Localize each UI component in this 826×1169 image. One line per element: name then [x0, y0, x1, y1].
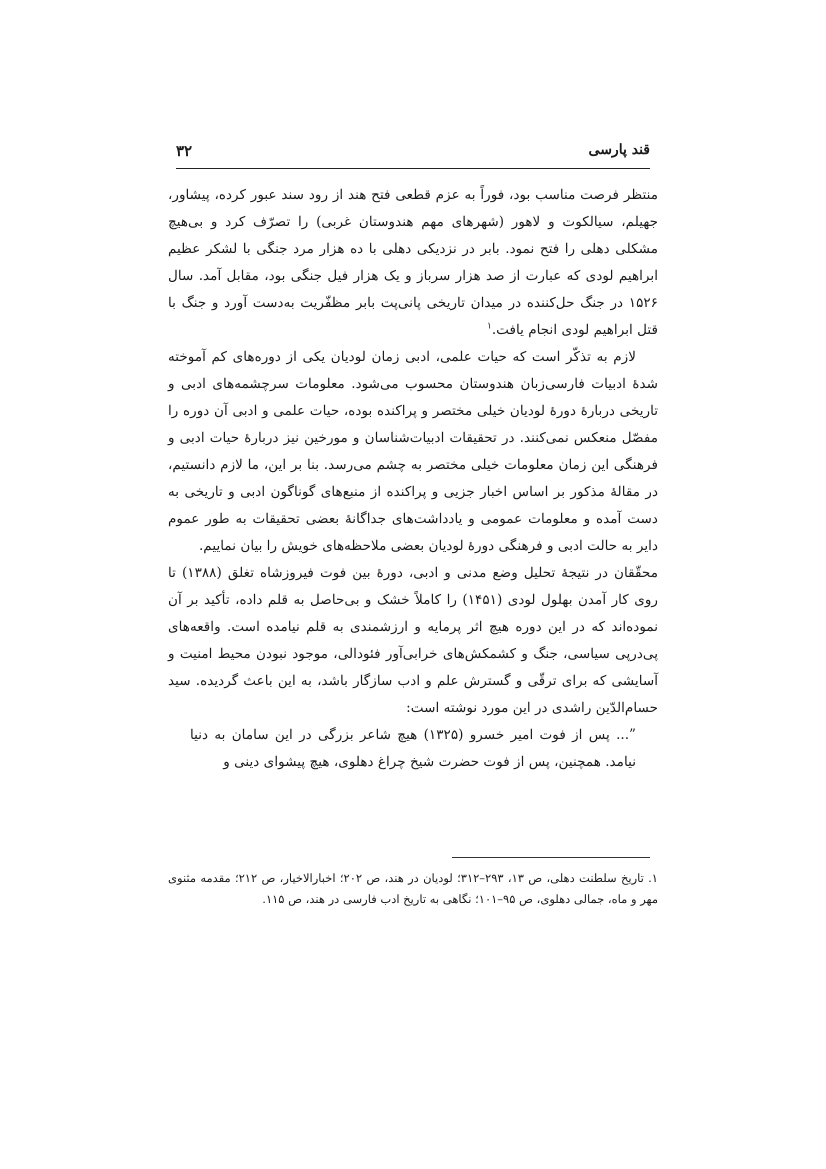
body-text	[168, 182, 658, 776]
footnote-marker: ۱	[486, 321, 492, 332]
page-header	[176, 142, 650, 168]
paragraph-1-text: منتظر فرصت مناسب بود، فوراً به عزم قطعی فتح هند از رود سند عبور کرده، پیشاور، جهیلم، سیالکوت و لاهور (شهرهای مهم هندوستان غربی) را تصرّف کرد و بی‌هیچ مشکلی دهلی را فتح نمود. بابر در نزدیکی دهلی با ده هزار مرد جنگی با لشکر عظیم ابراهیم لودی که عبارت از صد هزار سرباز و یک هزار فیل جنگی بود، مقابل آمد. سال ۱۵۲۶ در جنگ حل‌کننده در میدان تاریخی پانی‌پت بابر مظفّریت به‌دست آورد و جنگ با قتل ابراهیم لودی انجام یافت.	[168, 187, 658, 338]
paragraph-2: لازم به تذکّر است که حیات علمی، ادبی زمان لودیان یکی از دوره‌های کم آموخته شدهٔ ادبیات فارسی‌زبان هندوستان محسوب می‌شود. معلومات سرچشمه‌های ادبی و تاریخی دربارهٔ دورهٔ لودیان خیلی مختصر و پراکنده بوده، حیات علمی و ادبی آن دوره را مفصّل منعکس نمی‌کنند. در تحقیقات ادبیات‌شناسان و مورخین نیز دربارهٔ حیات ادبی و فرهنگی این زمان معلومات خیلی مختصر به چشم می‌رسد. بنا بر این، ما لازم دانستیم، در مقالهٔ مذکور بر اساس اخبار جزیی و پراکنده از منبع‌های گوناگون ادبی و تاریخی به دست آمده و معلومات عمومی و یادداشت‌های جداگانهٔ بعضی تحقیقات به طور عموم دایر به حالت ادبی و فرهنگی دورهٔ لودیان بعضی ملاحظه‌های خویش را بیان نماییم.	[168, 349, 658, 554]
footnote-rule	[452, 857, 650, 858]
footnote	[168, 868, 658, 910]
paragraph-1	[168, 182, 658, 344]
page-number: ۳۲	[176, 142, 193, 160]
running-title: قند پارسی	[588, 142, 650, 158]
header-rule	[176, 168, 650, 169]
paragraph-3: محقّقان در نتیجهٔ تحلیل وضع مدنی و ادبی، دورهٔ بین فوت فیروزشاه تغلق (۱۳۸۸) تا روی کار آمدن بهلول لودی (۱۴۵۱) را کاملاً خشک و بی‌حاصل به قلم داده، تأکید بر آن نموده‌اند که در این دوره هیچ اثر پرمایه و ارزشمندی به قلم نیامده است. واقعه‌های پی‌درپی سیاسی، جنگ و کشمکش‌های خرابی‌آور فئودالی، موجود نبودن محیط امنیت و آسایشی که برای ترقّی و گسترش علم و ادب سازگار باشد، به این باعث گردیده. سید حسام‌الدّین راشدی در این مورد نوشته است:	[168, 565, 658, 716]
block-quote: ”... پس از فوت امیر خسرو (۱۳۲۵) هیچ شاعر بزرگی در این سامان به دنیا نیامد. همچنین، پس از فوت حضرت شیخ چراغ دهلوی، هیچ پیشوای دینی و	[190, 727, 637, 770]
footnote-text: ۱. تاریخ سلطنت دهلی، ص ۱۳، ۲۹۳–۳۱۲؛ لودیان در هند، ص ۲۰۲؛ اخبارالاخیار، ص ۲۱۲؛ مقدمه مثنوی مهر و ماه، جمالی دهلوی، ص ۹۵–۱۰۱؛ نگاهی به تاریخ ادب فارسی در هند، ص ۱۱۵.	[168, 871, 658, 906]
